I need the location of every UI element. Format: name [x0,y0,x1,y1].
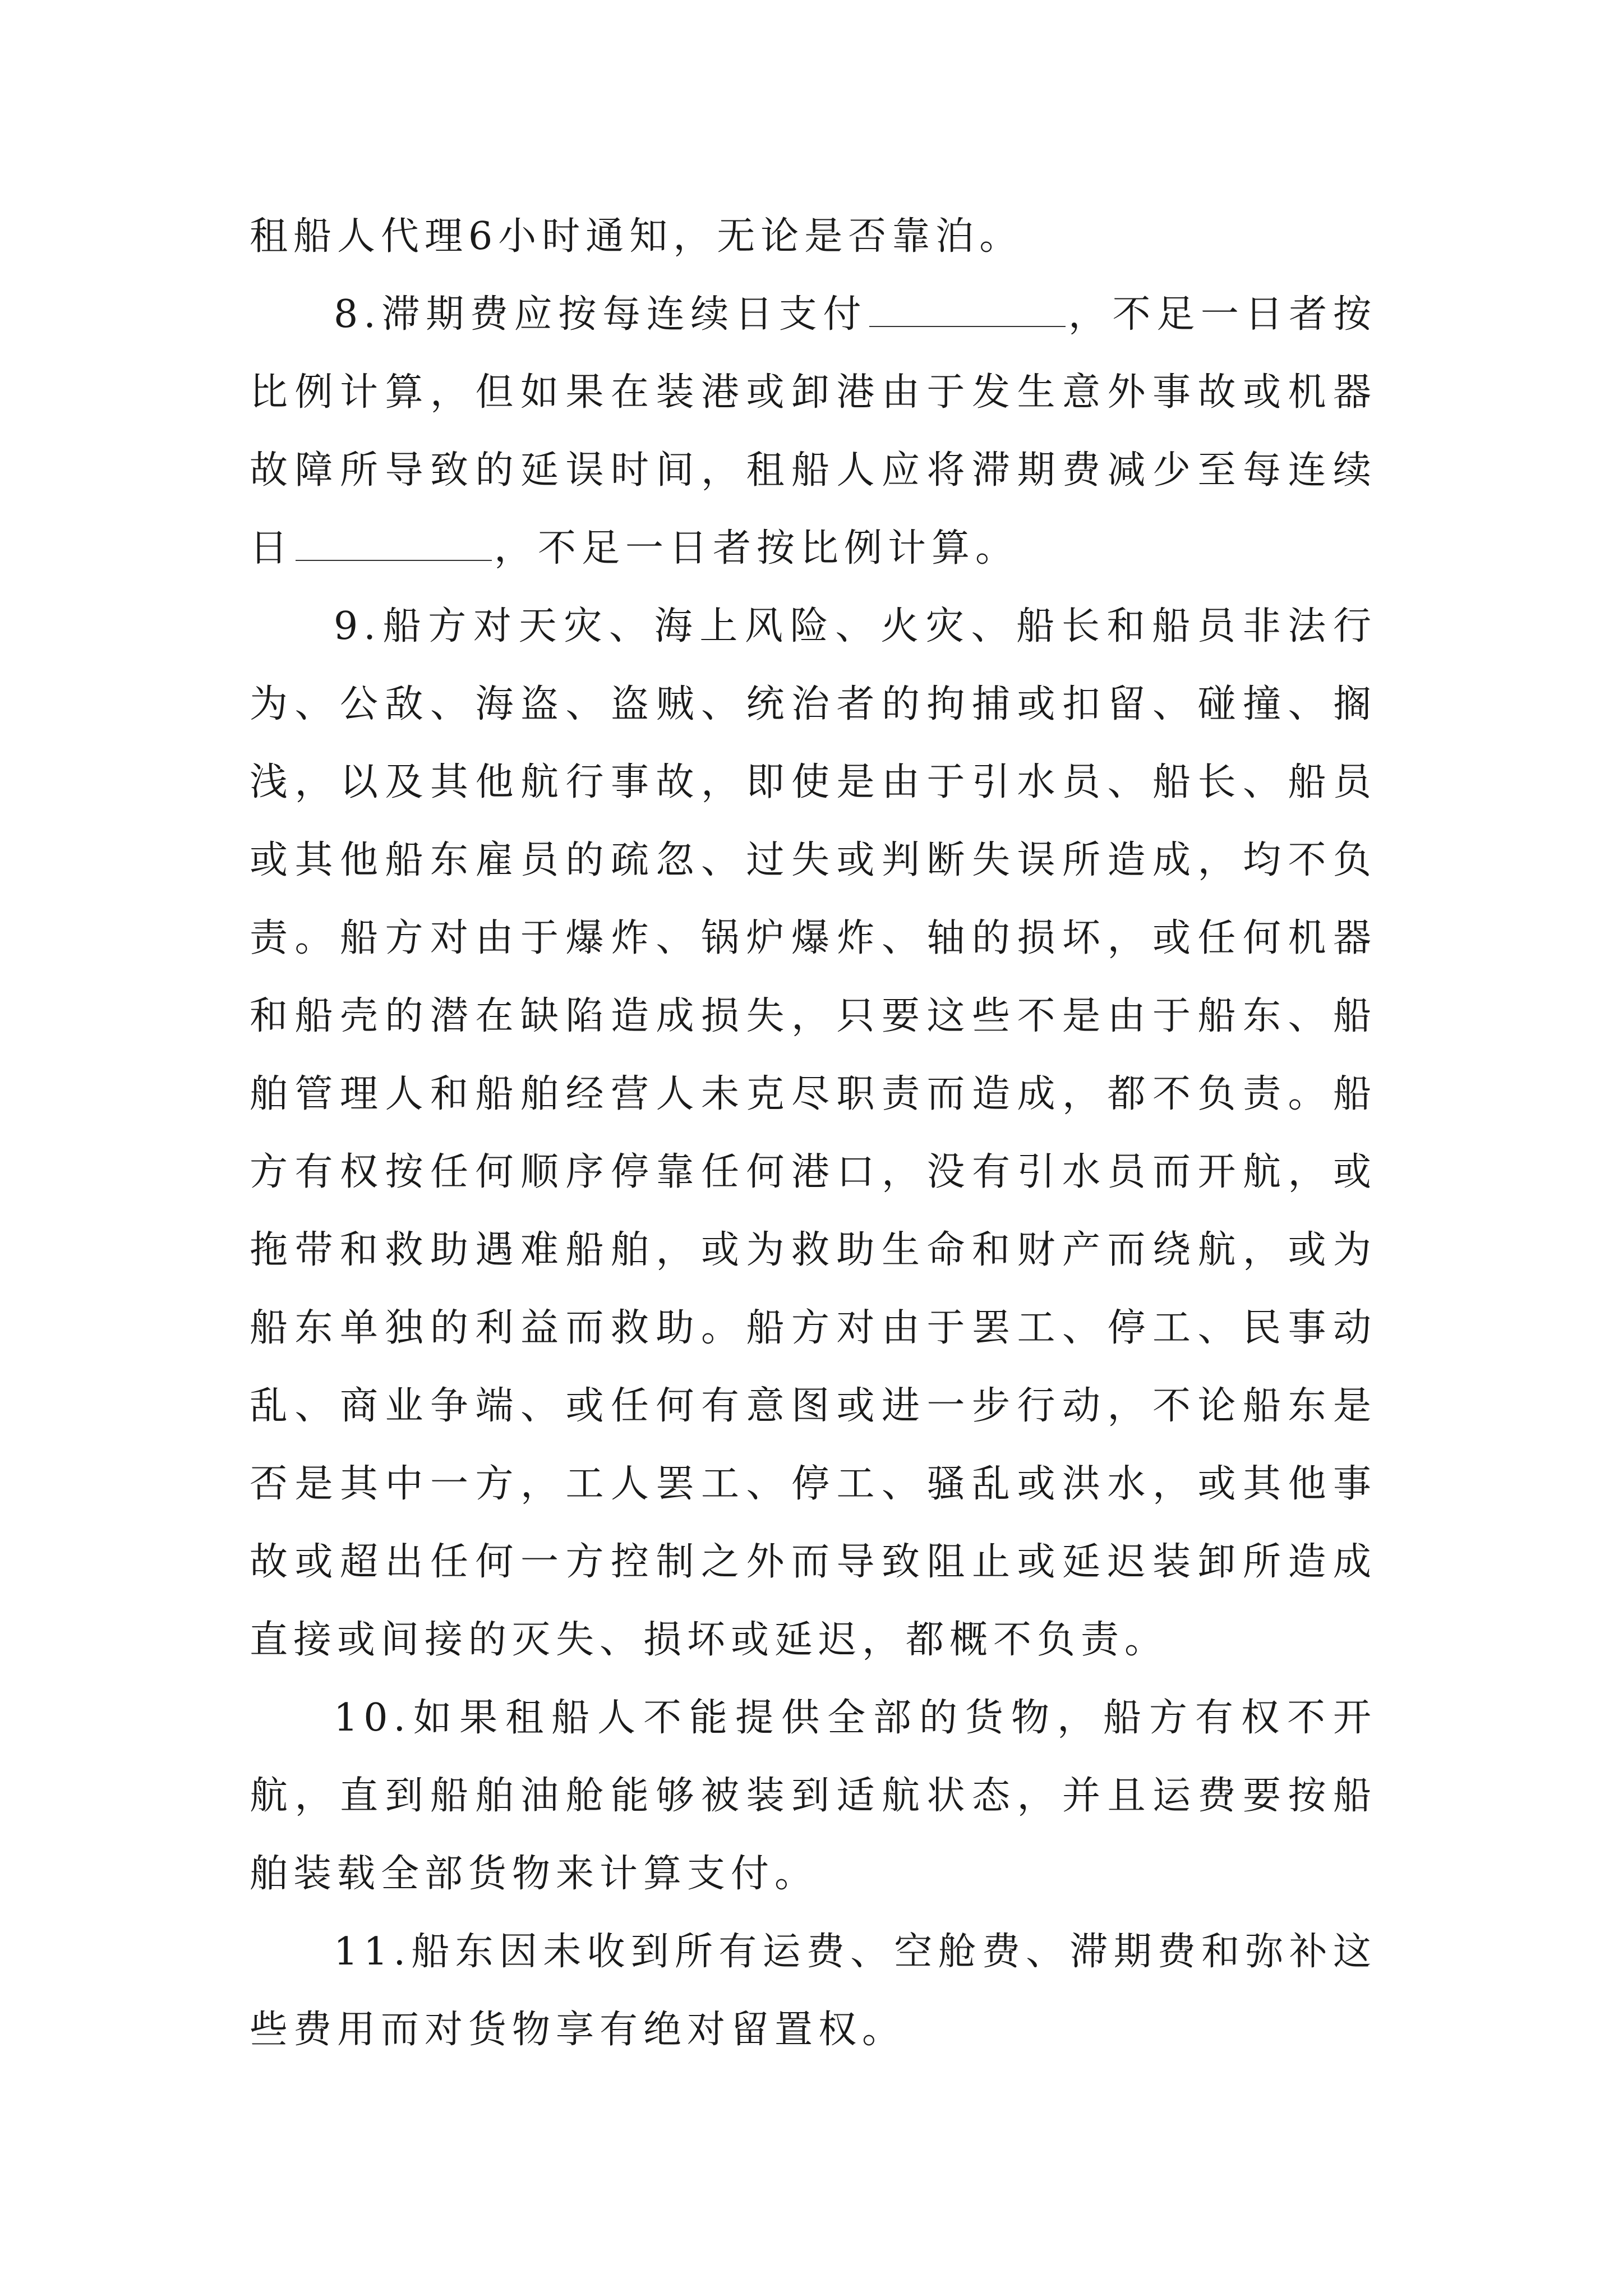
paragraph-text: 8.滞期费应按每连续日支付 [334,292,868,337]
paragraph-10 [250,1679,1377,1913]
paragraph-text: 9.船方对天灾、海上风险、火灾、船长和船员非法行为、公敌、海盗、盗贼、统治者的拘捕或扣留、碰撞、搁浅，以及其他航行事故，即使是由于引水员、船长、船员或其他船东雇员的疏忽、过失或判断失误所造成，均不负责。船方对由于爆炸、锅炉爆炸、轴的损坏，或任何机器和船壳的潜在缺陷造成损失，只要这些不是由于船东、船舶管理人和船舶经营人未克尽职责而造成，都不负责。船方有权按任何顺序停靠任何港口，没有引水员而开航，或拖带和救助遇难船舶，或为救助生命和财产而绕航，或为船东单独的利益而救助。船方对由于罢工、停工、民事动乱、商业争端、或任何有意图或进一步行动，不论船东是否是其中一方，工人罢工、停工、骚乱或洪水，或其他事故或超出任何一方控制之外而导致阻止或延迟装卸所造成直接或间接的灭失、损坏或延迟，都概不负责。 [250,604,1377,1662]
fill-in-blank [296,526,492,561]
paragraph-8 [250,275,1377,587]
paragraph-9 [250,587,1377,1679]
paragraph-text: ，不足一日者按比例计算，但如果在装港或卸港由于发生意外事故或机器故障所导致的延误时间，租船人应将滞期费减少至每连续日 [250,292,1377,570]
paragraph-text: ，不足一日者按比例计算。 [494,526,1020,570]
document-body [250,197,1377,2069]
paragraph-7-continuation [250,197,1377,275]
fill-in-blank [869,292,1066,327]
paragraph-text: 11.船东因未收到所有运费、空舱费、滞期费和弥补这些费用而对货物享有绝对留置权。 [250,1930,1377,2052]
paragraph-text: 租船人代理6小时通知，无论是否靠泊。 [250,214,1023,259]
paragraph-text: 10.如果租船人不能提供全部的货物，船方有权不开航，直到船舶油舱能够被装到适航状态，并且运费要按船舶装载全部货物来计算支付。 [250,1696,1377,1896]
paragraph-11 [250,1913,1377,2069]
